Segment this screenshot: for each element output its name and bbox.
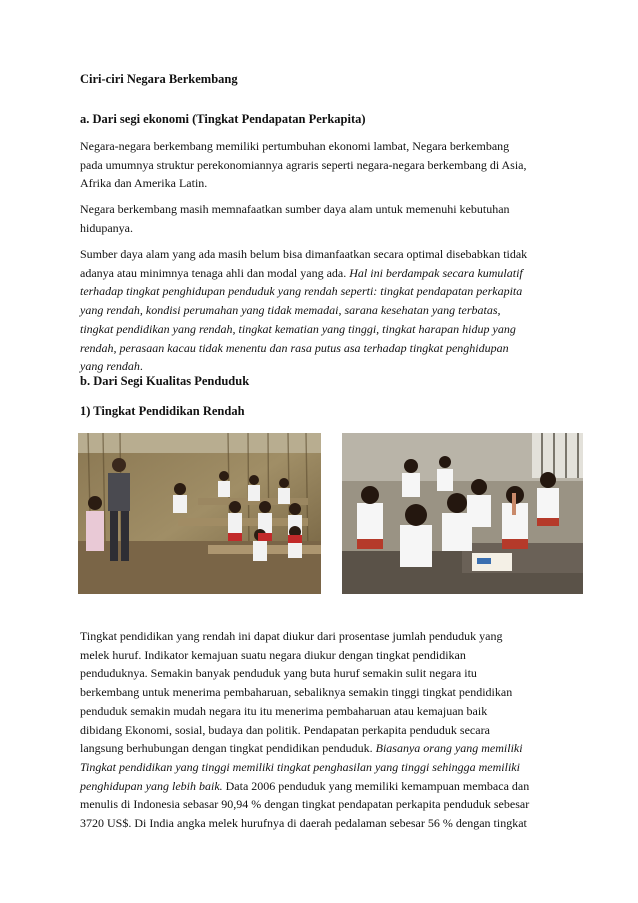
paragraph-3-line [80,264,560,283]
paragraph-3-italic-text: Hal ini berdampak secara kumulatif [349,265,523,280]
classroom-photo-right [342,433,583,594]
paragraph-4-text: langsung berhubungan dengan tingkat pendidikan penduduk. [80,741,376,756]
paragraph-3 [80,245,560,376]
paragraph-1-line: pada umumnya struktur perekonomiannya agraris seperti negara-negara berkembang di Asia, [80,157,527,172]
paragraph-4-line [80,777,560,796]
paragraph-1 [80,137,560,193]
paragraph-3-italic-line: rendah, perasaan kacau tidak menentu dan rasa putus asa terhadap tingkat penghidupan [80,340,509,355]
paragraph-4-italic-text: penghidupan yang lebih baik. [80,778,223,793]
paragraph-4 [80,627,560,833]
paragraph-1-line: Afrika dan Amerika Latin. [80,176,208,191]
paragraph-3-line: Sumber daya alam yang ada masih belum bisa dimanfaatkan secara optimal disebabkan tidak [80,247,528,261]
paragraph-4-italic-line: Tingkat pendidikan yang tinggi memiliki tingkat penghasilan yang tinggi sehingga memiliki [80,759,520,774]
paragraph-4-line: dibidang Ekonomi, sosial, budaya dan politik. Pendapatan perkapita penduduk secara [80,722,490,737]
paragraph-2 [80,200,560,237]
paragraph-1-line: Negara-negara berkembang memiliki pertumbuhan ekonomi lambat, Negara berkembang [80,139,510,153]
paragraph-3-italic-line: yang rendah, kondisi perumahan yang tidak memadai, sarana kesehatan yang terbatas, [80,303,501,318]
subsection-1-heading: 1) Tingkat Pendidikan Rendah [80,404,245,418]
document-title: Ciri-ciri Negara Berkembang [80,72,238,86]
paragraph-3-italic-line: terhadap tingkat penghidupan penduduk yang rendah seperti: tingkat pendapatan perkapita [80,284,523,299]
paragraph-4-line: melek huruf. Indikator kemajuan suatu negara diukur dengan tingkat pendidikan [80,647,466,662]
paragraph-3-italic-text: yang rendah [80,359,140,374]
paragraph-4-line: berkembang untuk menerima pembaharuan, sebaliknya semakin tinggi tingkat pendidikan [80,685,513,700]
paragraph-4-italic-text: Biasanya orang yang memiliki [375,741,523,756]
paragraph-3-text: adanya atau minimnya tenaga ahli dan modal yang ada. [80,265,350,280]
paragraph-4-line: penduduk semakin mudah negara itu itu menerima pembaharuan atau kemajuan baik [80,703,488,718]
paragraph-4-line: Tingkat pendidikan yang rendah ini dapat diukur dari prosentase jumlah penduduk yang [80,629,503,643]
paragraph-2-line: Negara berkembang masih memnafaatkan sumber daya alam untuk memenuhi kebutuhan [80,202,510,216]
paragraph-3-italic-line: tingkat pendidikan yang rendah, tingkat kematian yang tinggi, tingkat harapan hidup yang [80,321,516,336]
paragraph-4-text: Data 2006 penduduk yang memiliki kemampuan membaca dan [222,778,530,793]
paragraph-4-line: menulis di Indonesia sebasar 90,94 % dengan tingkat pendapatan perkapita penduduk sebesar [80,797,530,812]
paragraph-4-line [80,739,560,758]
paragraph-4-line: penduduknya. Semakin banyak penduduk yang buta huruf semakin sulit negara itu [80,666,477,681]
paragraph-4-line: 3720 US$. Di India angka melek hurufnya di daerah pedalaman sebesar 56 % dengan tingkat [80,816,527,831]
classroom-photo-left [78,433,321,594]
section-b-heading: b. Dari Segi Kualitas Penduduk [80,374,250,388]
paragraph-2-line: hidupanya. [80,220,133,235]
section-a-heading: a. Dari segi ekonomi (Tingkat Pendapatan Perkapita) [80,112,366,126]
paragraph-3-text: . [139,359,143,374]
